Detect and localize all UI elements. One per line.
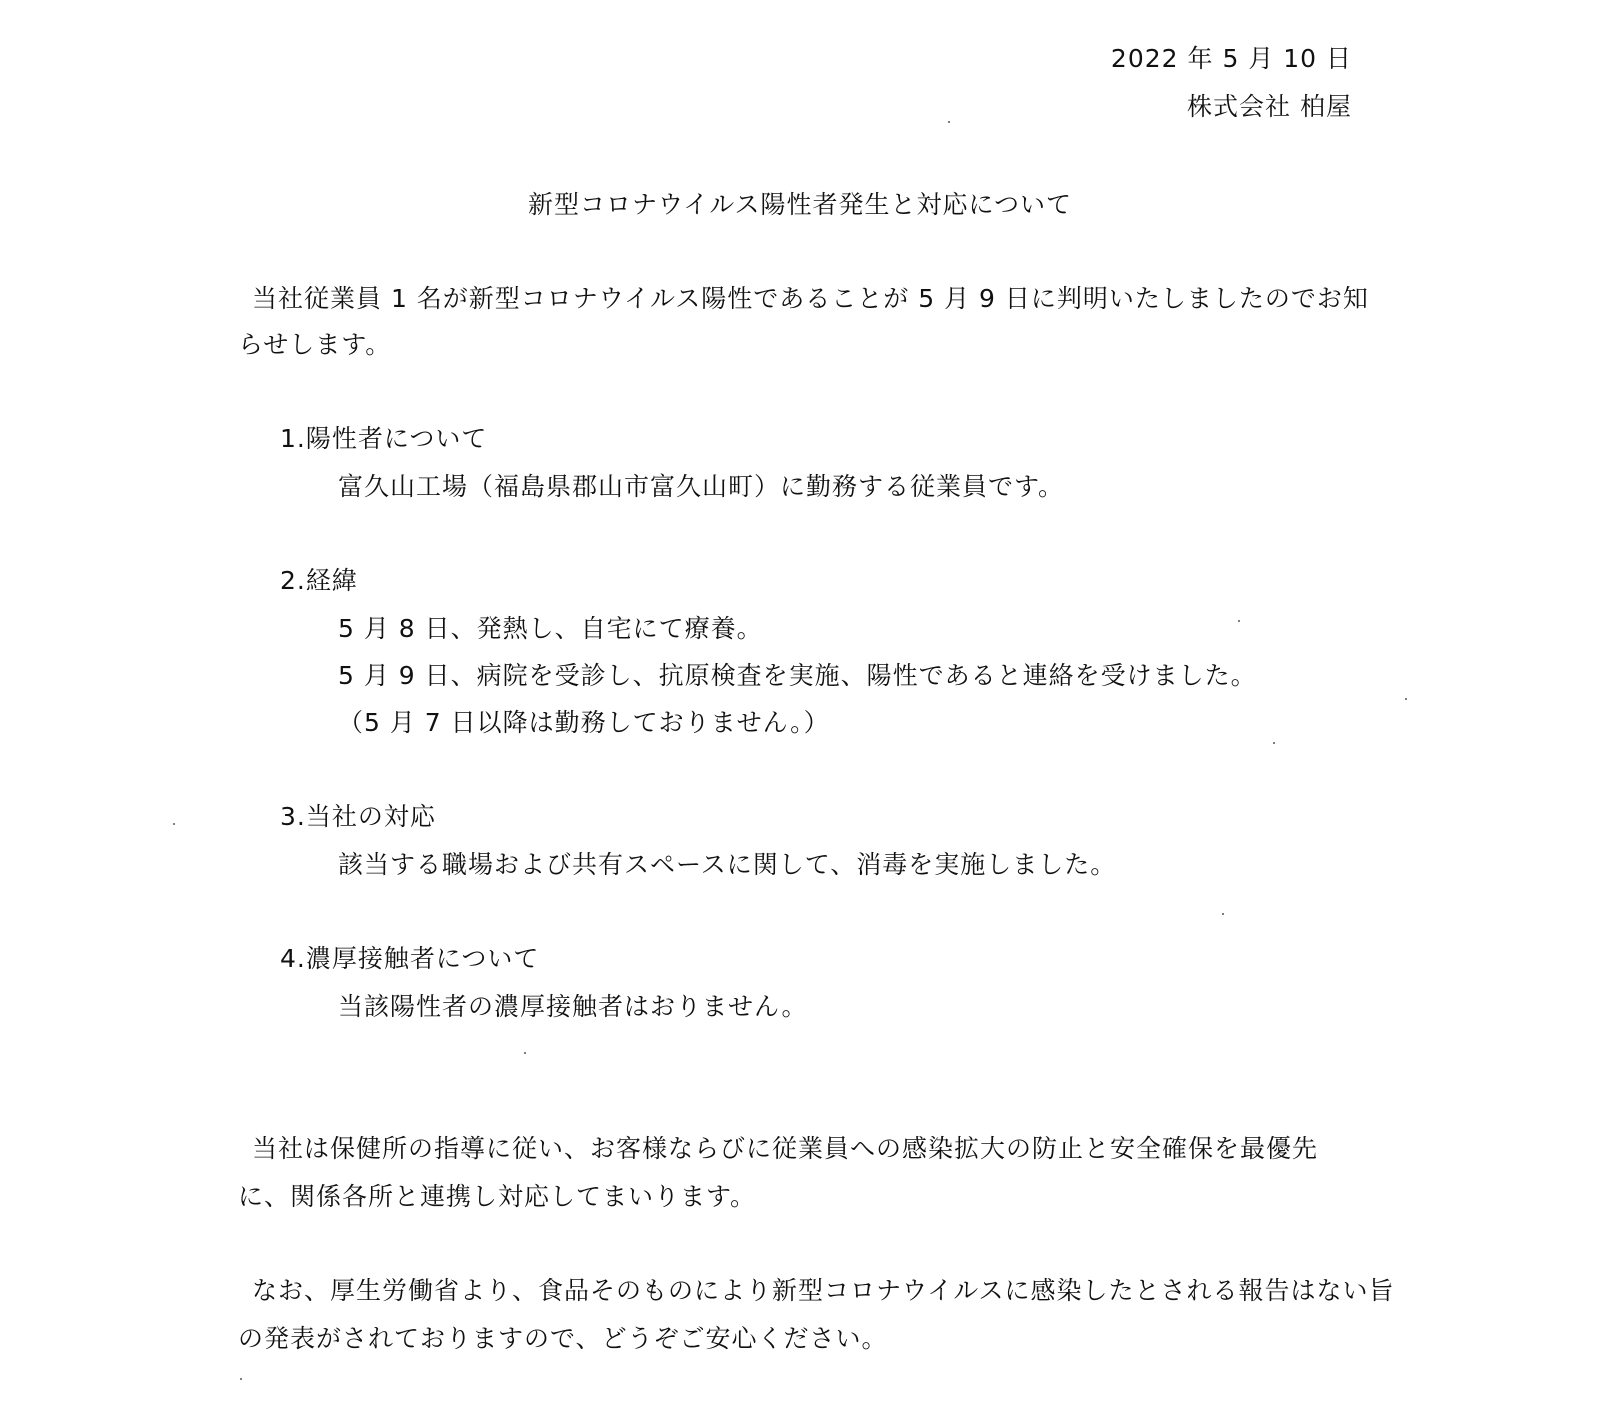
section-2-line-2: 5 月 9 日、病院を受診し、抗原検査を実施、陽性であると連絡を受けました。: [338, 661, 1257, 690]
section-4-heading: 4.濃厚接触者について: [280, 944, 540, 973]
company-name: 株式会社 柏屋: [1187, 92, 1352, 121]
scan-speck: [524, 1052, 526, 1054]
scan-speck: [1273, 742, 1275, 744]
section-2-line-3: （5 月 7 日以降は勤務しておりません。）: [338, 708, 830, 737]
scan-speck: [240, 1378, 242, 1380]
scan-speck: [1222, 913, 1224, 915]
closing-p2-line-2: の発表がされておりますので、どうぞご安心ください。: [238, 1324, 888, 1353]
scan-speck: [1238, 620, 1240, 622]
section-1-heading: 1.陽性者について: [280, 424, 488, 453]
section-3-line-1: 該当する職場および共有スペースに関して、消毒を実施しました。: [338, 850, 1117, 879]
closing-p1-line-2: に、関係各所と連携し対応してまいります。: [238, 1182, 757, 1211]
document-date: 2022 年 5 月 10 日: [1110, 44, 1352, 73]
document-title: 新型コロナウイルス陽性者発生と対応について: [527, 190, 1072, 219]
scan-speck: [1405, 698, 1407, 700]
section-3-heading: 3.当社の対応: [280, 802, 436, 831]
intro-line-1: 当社従業員 1 名が新型コロナウイルス陽性であることが 5 月 9 日に判明いたしましたのでお知: [252, 284, 1369, 313]
section-1-line-1: 富久山工場（福島県郡山市富久山町）に勤務する従業員です。: [338, 472, 1065, 501]
scan-speck: [173, 823, 175, 825]
scan-speck: [948, 121, 950, 123]
closing-p1-line-1: 当社は保健所の指導に従い、お客様ならびに従業員への感染拡大の防止と安全確保を最優先: [252, 1134, 1319, 1163]
intro-line-2: らせします。: [238, 330, 392, 359]
section-4-line-1: 当該陽性者の濃厚接触者はおりません。: [338, 992, 808, 1021]
section-2-heading: 2.経緯: [280, 566, 358, 595]
section-2-line-1: 5 月 8 日、発熱し、自宅にて療養。: [338, 614, 763, 643]
closing-p2-line-1: なお、厚生労働省より、食品そのものにより新型コロナウイルスに感染したとされる報告はない旨: [252, 1276, 1395, 1305]
